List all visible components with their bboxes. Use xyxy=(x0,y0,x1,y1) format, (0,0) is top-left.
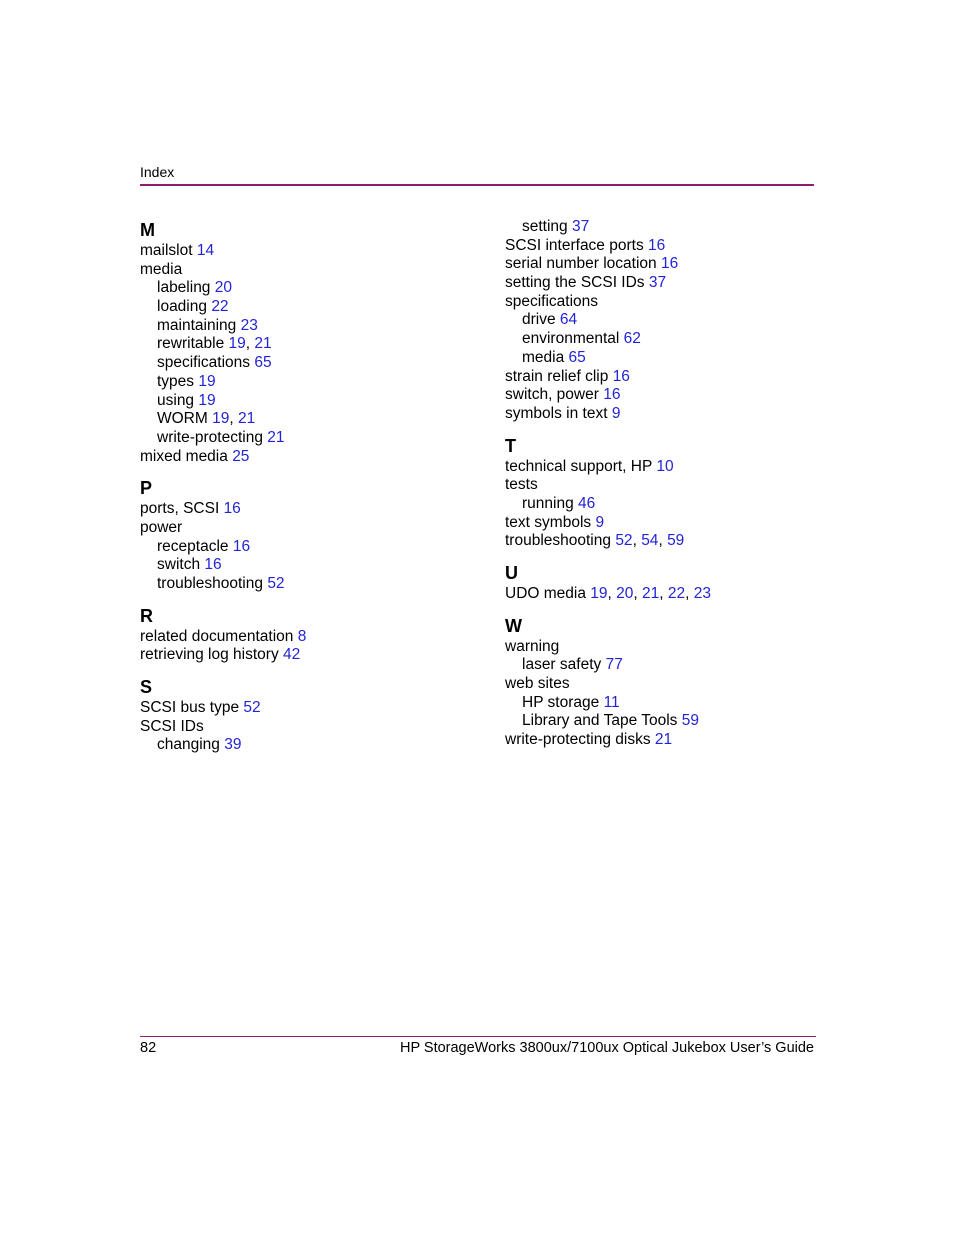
index-subentry xyxy=(140,392,470,411)
index-term: ports, SCSI xyxy=(140,500,220,518)
index-entry xyxy=(140,261,470,280)
index-term: media xyxy=(522,348,565,366)
page-reference-link[interactable]: 16 xyxy=(204,556,222,574)
page-reference-link[interactable]: 8 xyxy=(297,627,307,645)
index-entry xyxy=(505,274,835,293)
index-term: write-protecting disks xyxy=(505,731,651,749)
page-reference-link[interactable]: 16 xyxy=(232,537,251,555)
page-reference-link[interactable]: 19 xyxy=(590,585,608,602)
page-reference-link[interactable]: 16 xyxy=(612,367,630,385)
index-entry xyxy=(505,731,835,750)
index-entry xyxy=(505,368,835,387)
page-reference-link[interactable]: 9 xyxy=(595,513,605,531)
index-subentry xyxy=(140,317,470,336)
index-subentry: WORM 19, 21 xyxy=(157,410,256,428)
page-reference-link[interactable]: 23 xyxy=(693,585,712,602)
index-subentry xyxy=(505,349,835,368)
index-term: technical support, HP xyxy=(505,457,653,475)
index-term: SCSI interface ports xyxy=(505,236,644,254)
page-reference-link[interactable]: 16 xyxy=(648,236,666,254)
index-term: tests xyxy=(505,476,538,494)
index-subentry xyxy=(505,311,835,330)
page-reference-link[interactable]: 21 xyxy=(267,428,285,446)
index-subentry xyxy=(140,354,470,373)
index-subentry xyxy=(140,279,470,298)
index-entry xyxy=(140,718,470,737)
index-term: SCSI bus type xyxy=(140,699,240,717)
page-reference-link[interactable]: 64 xyxy=(559,311,578,329)
page-reference-link[interactable]: 65 xyxy=(254,354,272,372)
index-term: rewritable xyxy=(157,335,225,353)
index-subentry xyxy=(140,575,470,594)
page-reference-link[interactable]: 10 xyxy=(656,457,674,475)
index-subentry xyxy=(140,429,470,448)
index-subentry xyxy=(140,736,470,755)
index-letter-heading: U xyxy=(505,563,518,583)
index-entry xyxy=(505,405,835,424)
index-subentry xyxy=(505,495,835,514)
index-term: specifications xyxy=(157,354,251,372)
index-letter-heading: P xyxy=(140,478,153,499)
index-term: types xyxy=(157,372,195,390)
index-term: strain relief clip xyxy=(505,367,609,385)
running-header: Index xyxy=(140,164,175,180)
page-reference-link[interactable]: 59 xyxy=(667,532,685,550)
index-entry xyxy=(505,514,835,533)
index-entry xyxy=(505,386,835,405)
page-reference-link[interactable]: 14 xyxy=(196,242,215,259)
index-subentry xyxy=(505,694,835,713)
index-subentry xyxy=(140,556,470,575)
index-term: changing xyxy=(157,736,220,754)
page-reference-link[interactable]: 42 xyxy=(283,646,301,664)
index-term: environmental xyxy=(522,330,620,348)
index-column-left xyxy=(140,218,470,755)
page-reference-link[interactable]: 23 xyxy=(240,316,258,334)
page-reference-link[interactable]: 25 xyxy=(232,447,250,465)
page-reference-link[interactable]: 9 xyxy=(611,404,621,422)
index-entry xyxy=(505,293,835,312)
index-term: mailslot xyxy=(140,242,193,259)
page-reference-link[interactable]: 19 xyxy=(228,335,246,353)
page-reference-link[interactable]: 16 xyxy=(603,386,621,404)
index-entry xyxy=(140,646,470,665)
index-term: related documentation xyxy=(140,627,294,645)
index-term: serial number location xyxy=(505,255,657,273)
index-term: setting xyxy=(522,218,568,235)
index-letter-heading: T xyxy=(505,435,516,456)
page-reference-link[interactable]: 52 xyxy=(267,575,285,592)
index-subentry xyxy=(140,298,470,317)
index-entry xyxy=(140,448,470,467)
index-term: power xyxy=(140,518,183,536)
index-letter-heading: M xyxy=(140,220,155,240)
index-subentry xyxy=(140,373,470,392)
index-term: maintaining xyxy=(157,316,237,334)
index-term: UDO media xyxy=(505,585,586,602)
page-reference-link[interactable]: 22 xyxy=(667,585,686,602)
index-entry xyxy=(505,458,835,477)
page-reference-link[interactable]: 19 xyxy=(198,372,216,390)
index-term: setting the SCSI IDs xyxy=(505,274,645,292)
page-reference-link[interactable]: 37 xyxy=(571,218,590,235)
page-number: 82 xyxy=(140,1040,157,1056)
index-term: write-protecting xyxy=(157,428,263,446)
index-subentry xyxy=(505,330,835,349)
index-subentry xyxy=(505,712,835,731)
page-reference-link[interactable]: 52 xyxy=(243,699,261,717)
index-term: specifications xyxy=(505,292,599,310)
index-term: web sites xyxy=(505,675,570,693)
page-reference-link[interactable]: 11 xyxy=(603,693,620,711)
page-reference-link[interactable]: 20 xyxy=(616,585,634,602)
page-reference-link[interactable]: 20 xyxy=(214,279,232,297)
index-term: mixed media xyxy=(140,447,228,465)
index-letter-heading: W xyxy=(505,615,522,636)
index-term: running xyxy=(522,494,574,512)
page-reference-link[interactable]: 77 xyxy=(605,656,623,674)
index-subentry: rewritable 19, 21 xyxy=(157,335,272,353)
index-term: warning xyxy=(505,637,560,655)
index-term: Library and Tape Tools xyxy=(522,712,678,730)
index-subentry xyxy=(505,656,835,675)
index-term: troubleshooting xyxy=(157,575,263,592)
index-entry: UDO media 19, 20, 21, 22, 23 xyxy=(505,585,712,602)
index-entry xyxy=(140,519,470,538)
index-term: switch xyxy=(157,556,201,574)
index-term: laser safety xyxy=(522,656,602,674)
index-letter-heading: R xyxy=(140,605,153,626)
index-term: switch, power xyxy=(505,386,599,404)
footer-rule xyxy=(140,1036,816,1037)
index-entry xyxy=(505,638,835,657)
page-reference-link[interactable]: 16 xyxy=(223,500,241,518)
index-term: text symbols xyxy=(505,513,592,531)
index-term: troubleshooting xyxy=(505,532,611,550)
index-term: drive xyxy=(522,311,556,329)
page-reference-link[interactable]: 19 xyxy=(212,410,230,428)
index-entry xyxy=(140,500,470,519)
index-entry xyxy=(505,237,835,256)
page-reference-link[interactable]: 46 xyxy=(578,494,596,512)
index-subentry xyxy=(505,218,835,237)
page-reference-link[interactable]: 65 xyxy=(568,348,586,366)
index-term: retrieving log history xyxy=(140,646,279,664)
page-reference-link[interactable]: 54 xyxy=(641,532,659,550)
index-term: SCSI IDs xyxy=(140,717,204,735)
index-column-right xyxy=(505,218,835,750)
index-entry xyxy=(505,675,835,694)
index-entry xyxy=(140,242,470,261)
index-entry: troubleshooting 52, 54, 59 xyxy=(505,532,685,550)
index-term: media xyxy=(140,260,183,278)
index-entry xyxy=(140,699,470,718)
index-term: WORM xyxy=(157,410,208,428)
index-term: receptacle xyxy=(157,537,229,555)
page-reference-link[interactable]: 39 xyxy=(224,736,242,754)
page-reference-link[interactable]: 21 xyxy=(642,585,660,602)
page-reference-link[interactable]: 21 xyxy=(654,731,673,749)
index-term: labeling xyxy=(157,279,211,297)
page-reference-link[interactable]: 22 xyxy=(211,298,229,316)
page-reference-link[interactable]: 19 xyxy=(198,391,216,409)
index-entry xyxy=(505,255,835,274)
page-reference-link[interactable]: 21 xyxy=(254,335,272,353)
document-title: HP StorageWorks 3800ux/7100ux Optical Jukebox User’s Guide xyxy=(399,1040,814,1056)
page-reference-link[interactable]: 37 xyxy=(648,274,667,292)
page-reference-link[interactable]: 21 xyxy=(237,410,256,428)
page-reference-link[interactable]: 52 xyxy=(615,532,633,550)
header-rule xyxy=(140,184,814,186)
index-term: symbols in text xyxy=(505,404,608,422)
index-entry xyxy=(140,628,470,647)
index-term: loading xyxy=(157,298,207,316)
index-letter-heading: S xyxy=(140,677,153,698)
index-term: using xyxy=(157,391,195,409)
index-subentry xyxy=(140,538,470,557)
index-term: HP storage xyxy=(522,693,600,711)
page-reference-link[interactable]: 62 xyxy=(623,330,641,348)
index-entry xyxy=(505,476,835,495)
page-reference-link[interactable]: 16 xyxy=(660,255,679,273)
page-reference-link[interactable]: 59 xyxy=(681,712,699,730)
